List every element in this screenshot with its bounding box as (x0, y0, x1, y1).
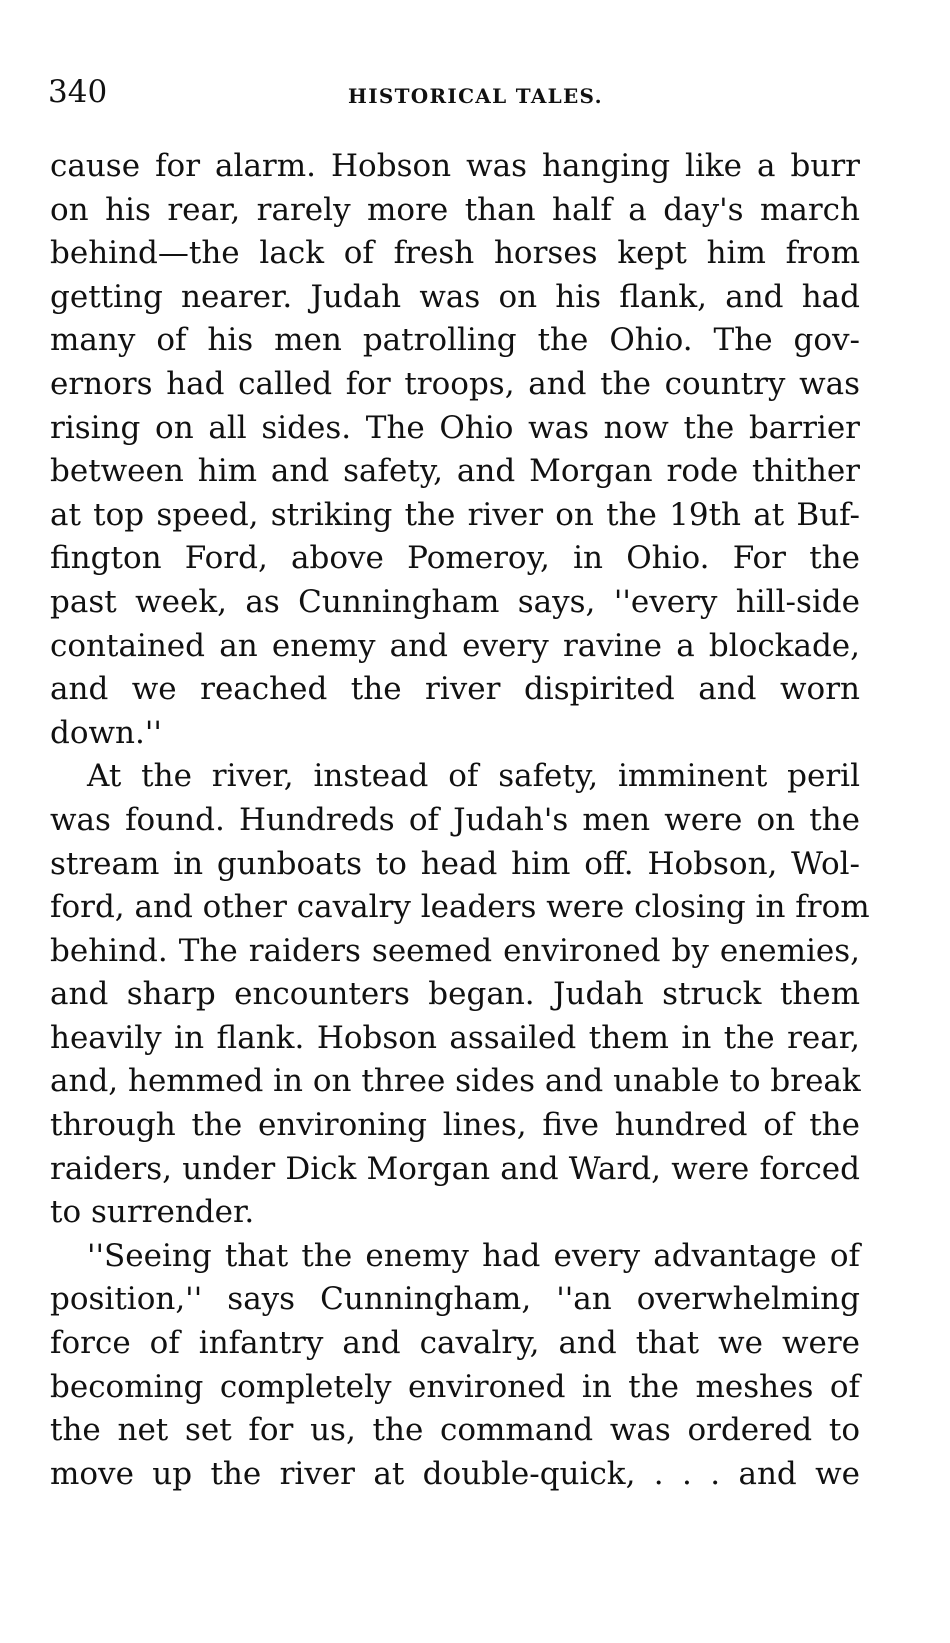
text-line: contained an enemy and every ravine a blockade, (50, 627, 860, 664)
paragraph-1 (50, 145, 860, 755)
text-line: the net set for us, the command was ordered to (50, 1412, 860, 1449)
text-line: cause for alarm. Hobson was hanging like a burr (50, 148, 860, 184)
text-line: behind. The raiders seemed environed by enemies, (50, 932, 860, 969)
text-line: At the river, instead of safety, imminent peril (87, 758, 860, 795)
body-text (50, 145, 870, 1496)
text-line: force of infantry and cavalry, and that we were (50, 1325, 860, 1362)
text-line: and we reached the river dispirited and worn (50, 671, 860, 708)
text-line: fington Ford, above Pomeroy, in Ohio. For the (50, 540, 860, 577)
text-line: at top speed, striking the river on the 19th at Buf- (50, 496, 860, 533)
text-line: ernors had called for troops, and the country was (50, 365, 860, 402)
paragraph-2 (50, 755, 870, 1235)
text-line: ''Seeing that the enemy had every advantage of (87, 1237, 860, 1274)
text-line: rising on all sides. The Ohio was now the barrier (50, 409, 860, 446)
text-line: ford, and other cavalry leaders were closing in from (50, 889, 870, 926)
page-header (48, 72, 860, 116)
text-line: position,'' says Cunningham, ''an overwhelming (50, 1281, 860, 1318)
text-line: getting nearer. Judah was on his flank, and had (50, 278, 860, 315)
text-line: on his rear, rarely more than half a day's march (50, 191, 860, 228)
text-line: and sharp encounters began. Judah struck them (50, 976, 860, 1013)
text-line: down.'' (50, 714, 162, 751)
page-number: 340 (48, 74, 108, 110)
text-line: stream in gunboats to head him off. Hobson, Wol- (50, 845, 860, 882)
text-line: heavily in flank. Hobson assailed them in the rear, (50, 1019, 860, 1056)
text-line: to surrender. (50, 1194, 255, 1231)
text-line: between him and safety, and Morgan rode thither (50, 453, 860, 490)
text-line: becoming completely environed in the meshes of (50, 1368, 860, 1405)
text-line: past week, as Cunningham says, ''every hill-side (50, 583, 860, 620)
text-line: raiders, under Dick Morgan and Ward, were forced (50, 1150, 860, 1187)
text-line: behind—the lack of fresh horses kept him from (50, 235, 860, 272)
text-line: through the environing lines, five hundred of the (50, 1107, 860, 1144)
text-line: was found. Hundreds of Judah's men were on the (50, 801, 860, 838)
paragraph-3 (50, 1235, 860, 1497)
text-line: and, hemmed in on three sides and unable to break (50, 1063, 861, 1100)
text-line: many of his men patrolling the Ohio. The gov- (50, 322, 860, 359)
text-line: move up the river at double-quick, . . . and we (50, 1455, 860, 1492)
running-title: HISTORICAL TALES. (348, 84, 603, 108)
